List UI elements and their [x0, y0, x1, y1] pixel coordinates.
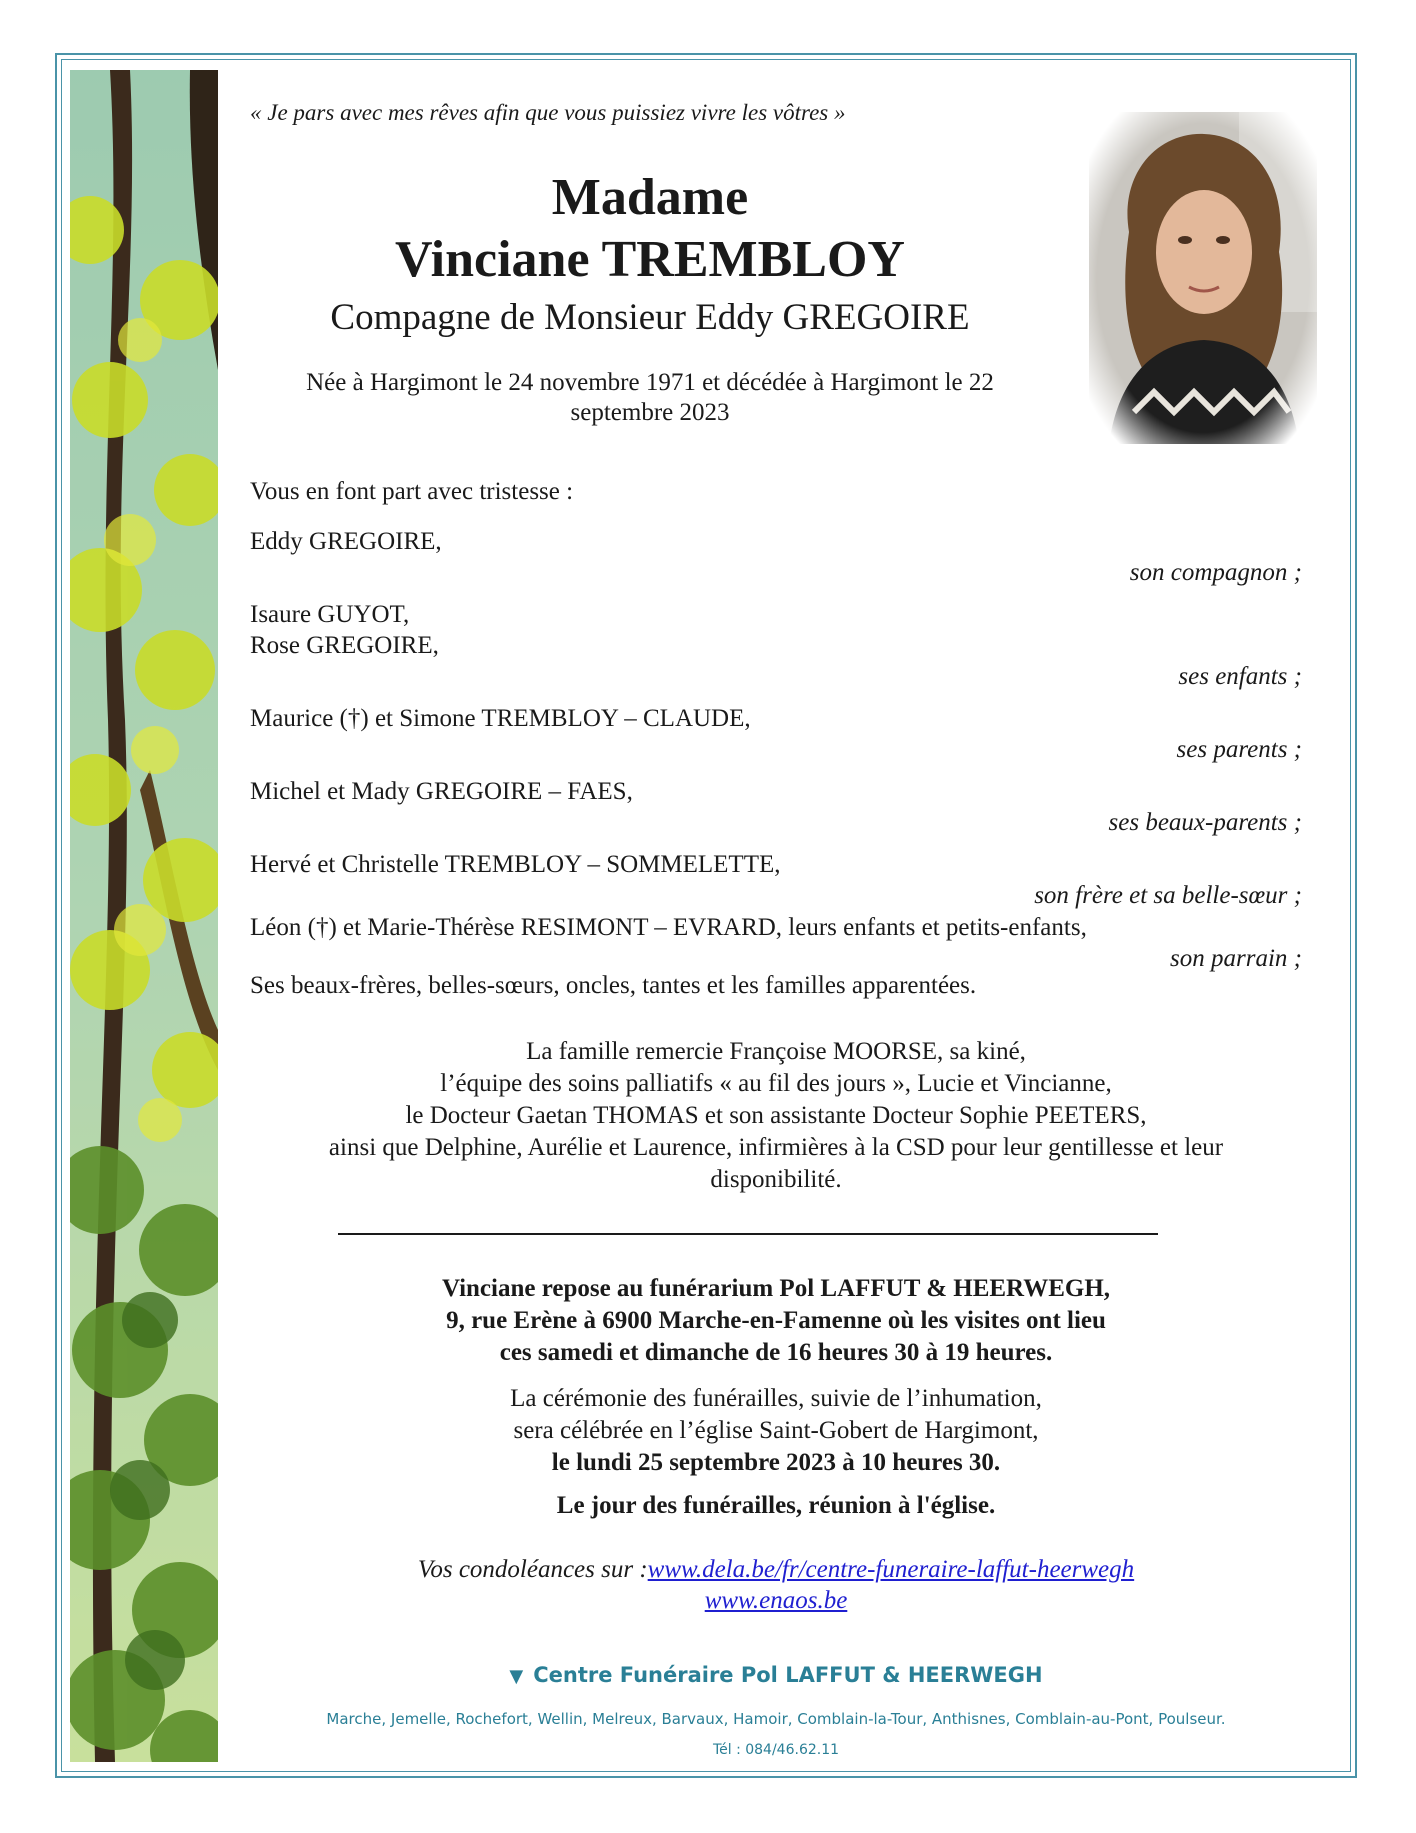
mourner-relation: ses parents ;	[1176, 736, 1302, 763]
announcement-line: Vous en font part avec tristesse :	[250, 478, 574, 505]
divider-line	[338, 1233, 1158, 1235]
mourner-name: Maurice (†) et Simone TREMBLOY – CLAUDE,	[250, 705, 751, 732]
ceremony-datetime: le lundi 25 septembre 2023 à 10 heures 30.	[551, 1449, 1001, 1476]
portrait-photo	[1089, 112, 1317, 444]
thanks-line: La famille remercie Françoise MOORSE, sa kiné,	[526, 1038, 1026, 1065]
mourner-group	[250, 599, 1302, 693]
triangle-down-icon: ▼	[509, 1666, 524, 1687]
mourner-name: Isaure GUYOT,	[250, 601, 410, 628]
thanks-line: l’équipe des soins palliatifs « au fil des jours », Lucie et Vincianne,	[440, 1070, 1112, 1097]
meeting-note: Le jour des funérailles, réunion à l'église.	[556, 1492, 996, 1519]
mourners-list	[250, 526, 1302, 975]
repose-line: 9, rue Erène à 6900 Marche-en-Famenne où les visites ont lieu	[446, 1307, 1106, 1334]
condolences-label: Vos condoléances sur :	[417, 1556, 648, 1583]
mourner-group	[250, 703, 1302, 766]
mourner-name: Léon (†) et Marie-Thérèse RESIMONT – EVRARD, leurs enfants et petits-enfants,	[250, 914, 1087, 941]
repose-info	[250, 1273, 1302, 1369]
condolences-block	[250, 1554, 1302, 1616]
funeral-home-name	[250, 1663, 1302, 1687]
dates-line-1: Née à Hargimont le 24 novembre 1971 et décédée à Hargimont le 22	[306, 369, 994, 396]
thanks-line: le Docteur Gaetan THOMAS et son assistante Docteur Sophie PEETERS,	[405, 1102, 1147, 1129]
mourner-relation: son compagnon ;	[1129, 559, 1302, 586]
mourner-relation: ses enfants ;	[1178, 663, 1302, 690]
thanks-line: ainsi que Delphine, Aurélie et Laurence, infirmières à la CSD pour leur gentillesse et leur	[328, 1134, 1224, 1161]
companion-line: Compagne de Monsieur Eddy GREGOIRE	[330, 297, 970, 338]
thanks-line: disponibilité.	[710, 1166, 842, 1193]
mourner-relation: son parrain ;	[1170, 945, 1302, 972]
deceased-name: Vinciane TREMBLOY	[395, 231, 905, 288]
ceremony-line: La cérémonie des funérailles, suivie de l’inhumation,	[510, 1385, 1042, 1412]
mourner-group	[250, 912, 1302, 975]
dates-line-2: septembre 2023	[570, 399, 730, 426]
thanks-paragraph	[250, 1036, 1302, 1196]
extended-family-line: Ses beaux-frères, belles-sœurs, oncles, tantes et les familles apparentées.	[250, 972, 977, 999]
funeral-home-name-text: Centre Funéraire Pol LAFFUT & HEERWEGH	[533, 1663, 1043, 1687]
mourner-name: Rose GREGOIRE,	[250, 632, 439, 659]
mourner-name: Eddy GREGOIRE,	[250, 528, 442, 555]
mourner-relation: son frère et sa belle-sœur ;	[1034, 882, 1302, 909]
mourner-group	[250, 526, 1302, 589]
side-tree-photo	[70, 70, 218, 1762]
mourner-name: Michel et Mady GREGOIRE – FAES,	[250, 778, 633, 805]
mourner-relation: ses beaux-parents ;	[1108, 809, 1302, 836]
condolences-link-enaos[interactable]: www.enaos.be	[704, 1587, 848, 1614]
ceremony-line: sera célébrée en l’église Saint-Gobert de Hargimont,	[513, 1417, 1039, 1444]
funeral-home-phone: Tél : 084/46.62.11	[712, 1742, 840, 1758]
birth-death-dates	[250, 368, 1050, 428]
ceremony-info	[250, 1383, 1302, 1479]
funeral-home-towns: Marche, Jemelle, Rochefort, Wellin, Melreux, Barvaux, Hamoir, Comblain-la-Tour, Anthisnes, Comblain-au-Pont, Poulseur.	[326, 1710, 1226, 1728]
repose-line: ces samedi et dimanche de 16 heures 30 à 19 heures.	[499, 1339, 1053, 1366]
epigraph-quote: « Je pars avec mes rêves afin que vous puissiez vivre les vôtres »	[250, 100, 846, 125]
honorific-title: Madame	[551, 169, 749, 226]
mourner-group	[250, 849, 1302, 912]
condolences-link-dela[interactable]: www.dela.be/fr/centre-funeraire-laffut-heerwegh	[647, 1556, 1135, 1583]
mourner-name: Hervé et Christelle TREMBLOY – SOMMELETTE,	[250, 851, 781, 878]
mourner-group	[250, 776, 1302, 839]
repose-line: Vinciane repose au funérarium Pol LAFFUT & HEERWEGH,	[441, 1275, 1111, 1302]
